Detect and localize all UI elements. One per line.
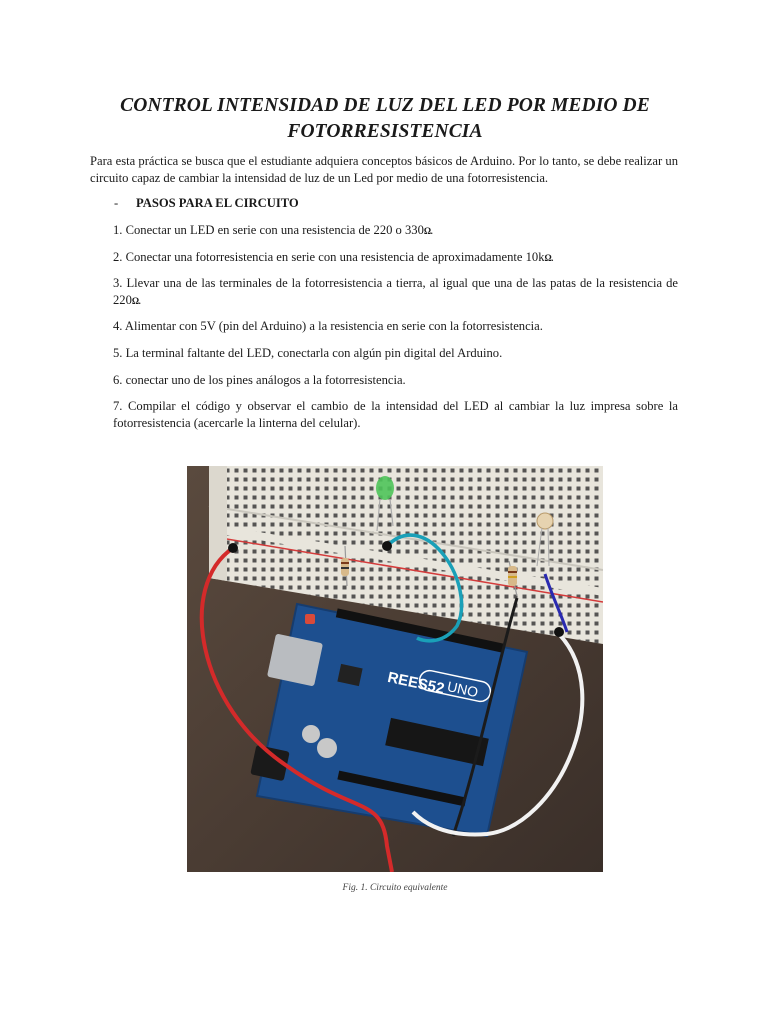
step-4-text: 4. Alimentar con 5V (pin del Arduino) a la resistencia en serie con la fotorresistencia. xyxy=(113,319,543,333)
ohm-symbol: Ω xyxy=(423,226,431,236)
step-3 xyxy=(113,275,678,310)
section-heading-text: PASOS PARA EL CIRCUITO xyxy=(136,196,299,210)
step-2 xyxy=(113,249,678,267)
document-title: CONTROL INTENSIDAD DE LUZ DEL LED POR MEDIO DE FOTORRESISTENCIA xyxy=(120,95,650,142)
step-6-text: 6. conectar uno de los pines análogos a la fotorresistencia. xyxy=(113,373,406,387)
board-model: UNO xyxy=(445,678,480,701)
ohm-symbol: Ω xyxy=(544,253,551,263)
step-1-end: . xyxy=(430,223,434,237)
step-2-end: . xyxy=(550,250,554,264)
board-label: REES52 xyxy=(385,668,446,698)
step-3-end: . xyxy=(138,293,142,307)
section-heading xyxy=(114,196,299,211)
step-5 xyxy=(113,345,678,362)
section-dash: - xyxy=(114,196,119,210)
ohm-symbol: Ω xyxy=(131,296,139,306)
circuit-illustration xyxy=(187,466,603,872)
step-2-text: 2. Conectar una fotorresistencia en serie con una resistencia de aproximadamente 10k xyxy=(113,250,545,264)
step-1-text: 1. Conectar un LED en serie con una resistencia de 220 o 330 xyxy=(113,223,424,237)
step-3-text: 3. Llevar una de las terminales de la fotorresistencia a tierra, al igual que una de las patas de la resistencia de 220 xyxy=(113,276,678,307)
step-5-text: 5. La terminal faltante del LED, conectarla con algún pin digital del Arduino. xyxy=(113,346,503,360)
intro-paragraph: Para esta práctica se busca que el estudiante adquiera conceptos básicos de Arduino. Por lo tanto, se debe realizar un circuito capaz de cambiar la intensidad de luz de un Led por medio de una fotorresistencia. xyxy=(90,154,678,185)
circuit-photo xyxy=(187,466,603,872)
step-7 xyxy=(113,398,678,432)
step-7-text: 7. Compilar el código y observar el cambio de la intensidad del LED al cambiar la luz impresa sobre la fotorresistencia (acercarle la linterna del celular). xyxy=(113,399,678,430)
step-6 xyxy=(113,372,678,389)
figure-caption: Fig. 1. Circuito equivalente xyxy=(342,883,448,893)
step-1 xyxy=(113,222,678,240)
step-4 xyxy=(113,318,678,335)
